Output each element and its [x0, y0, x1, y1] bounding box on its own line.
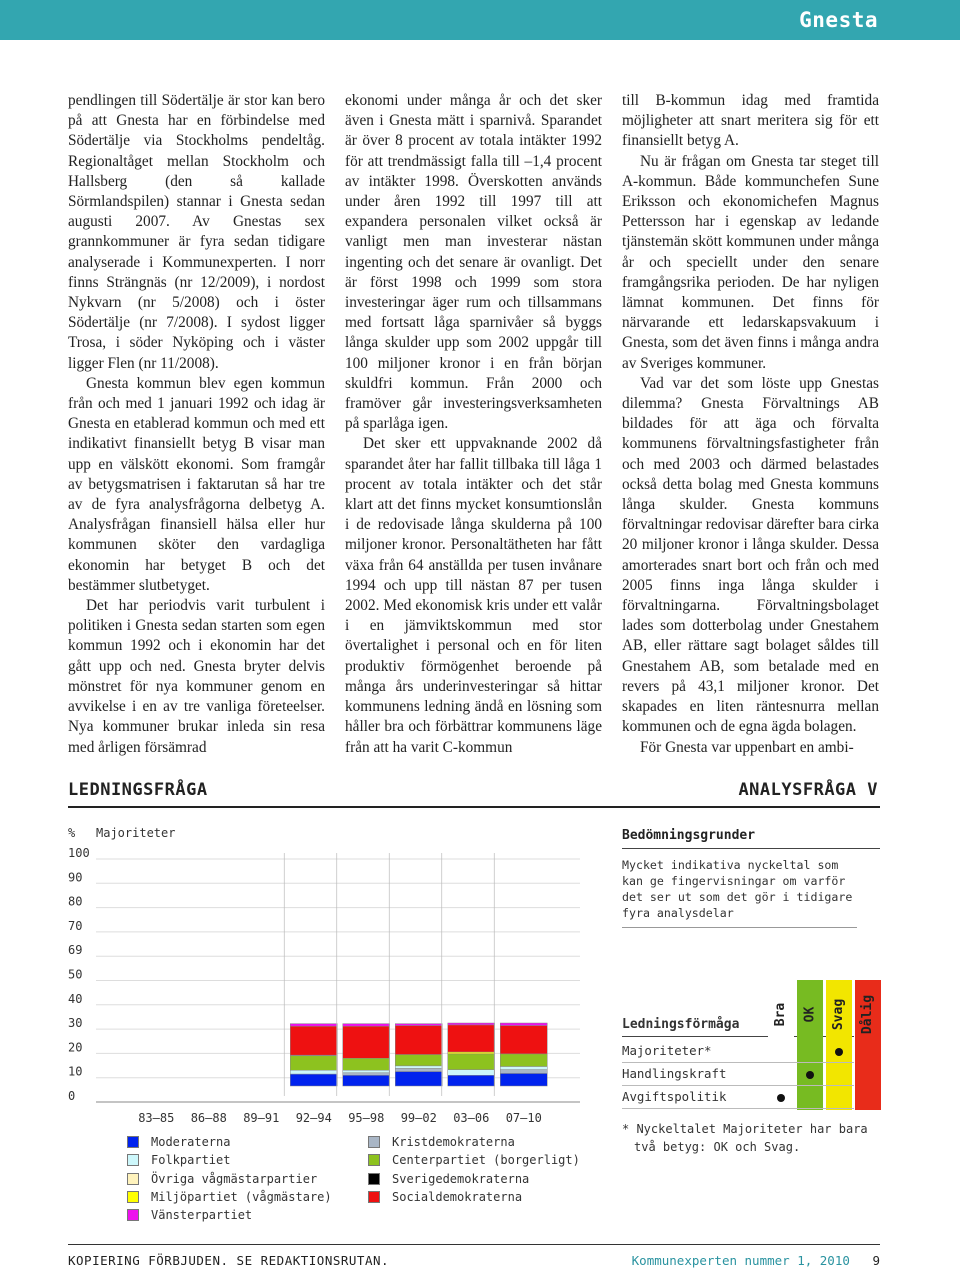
- y-tick-label: 70: [68, 918, 83, 933]
- legend-swatch: [127, 1173, 139, 1185]
- bar-segment-vänsterpartiet: [290, 1024, 337, 1027]
- paragraph: För Gnesta var uppenbart en ambi-: [640, 738, 854, 756]
- y-tick-label: 69: [68, 943, 83, 958]
- grade-row-label: Handlingskraft: [622, 1066, 727, 1081]
- bedomningsgrunder-box: [622, 828, 880, 928]
- section-divider: [68, 806, 880, 808]
- paragraph: Nu är frågan om Gnesta tar steget till A-kommun. Både kommunchefen Sune Eriksson och ekonomichefen Magnus Pettersson har i egenskap av ledande tjänstemän skött kommunen under många år och speciellt under den senare framgångsrika perioden. De har nyligen lämnat kommunen. Det finns för närvarande ett ledarskapsvakuum i Gnesta, som det även finns i många andra av Sveriges kommuner.: [622, 152, 879, 372]
- y-tick-label: 90: [68, 870, 83, 885]
- legend-item: [368, 1170, 580, 1188]
- chart-legend-right: [368, 1133, 580, 1206]
- legend-swatch: [127, 1209, 139, 1221]
- chart-title: Majoriteter: [96, 826, 176, 840]
- grade-row-label: Majoriteter*: [622, 1043, 712, 1058]
- x-tick-label: 86–88: [190, 1111, 227, 1125]
- bar-segment-vänsterpartiet: [395, 1024, 442, 1026]
- legend-swatch: [127, 1136, 139, 1148]
- legend-item: [127, 1133, 332, 1151]
- bar-segment-centerpartiet-borgerligt-: [343, 1058, 390, 1070]
- bar-segment-socialdemokraterna: [290, 1026, 337, 1055]
- footnote: * Nyckeltalet Majoriteter har bara två betyg: OK och Svag.: [622, 1122, 868, 1154]
- y-axis-label: %: [68, 826, 76, 840]
- footer-publication: [632, 1253, 880, 1268]
- bar-segment-socialdemokraterna: [395, 1026, 442, 1055]
- legend-label: Folkpartiet: [151, 1153, 231, 1168]
- grade-row: [622, 1040, 854, 1063]
- majoriteter-chart: [60, 820, 590, 1130]
- page-title: Gnesta: [799, 8, 878, 32]
- grade-marker: [777, 1094, 785, 1102]
- bar-segment-folkpartiet: [290, 1070, 337, 1074]
- legend-label: Vänsterpartiet: [151, 1208, 253, 1223]
- legend-item: [127, 1206, 332, 1224]
- paragraph: Gnesta kommun blev egen kommun från och med 1 januari 1992 och idag är Gnesta en etablerad kommun och med ett indikativt finansiellt betyg B visar man upp en välskött ekonomi. Som framgår av betygsmatrisen i faktarutan så har tre av de fyra analysfrågorna delbetyg A. Analysfrågan finansiell hälsa eller hur kommunen sköter den vardagliga ekonomin har betyget B och det bestämmer slutbetyget.: [68, 374, 325, 594]
- x-tick-label: 95–98: [348, 1111, 385, 1125]
- legend-item: [368, 1133, 580, 1151]
- paragraph: till B-kommun idag med framtida möjligheter att snart meritera sig för ett finansiellt betyg A.: [622, 92, 879, 150]
- y-tick-label: 0: [68, 1089, 76, 1103]
- section-heading-analysfraga: ANALYSFRÅGA V: [738, 780, 878, 800]
- bar-segment-folkpartiet: [395, 1066, 442, 1069]
- y-tick-label: 80: [68, 894, 83, 909]
- x-tick-label: 83–85: [138, 1111, 175, 1125]
- y-tick-label: 40: [68, 991, 83, 1006]
- grade-row-label: Avgiftspolitik: [622, 1089, 727, 1104]
- x-tick-label: 99–02: [400, 1111, 437, 1125]
- y-tick-label: 100: [68, 846, 90, 860]
- grade-marker: [806, 1071, 814, 1079]
- legend-swatch: [368, 1154, 380, 1166]
- text-column-1: [68, 91, 325, 758]
- bar-segment-vänsterpartiet: [500, 1023, 547, 1026]
- bar-segment-kristdemokraterna: [343, 1073, 390, 1076]
- legend-item: [127, 1151, 332, 1169]
- legend-swatch: [127, 1191, 139, 1203]
- paragraph: Det har periodvis varit turbulent i politiken i Gnesta sedan starten som egen kommun 1992 och i ekonomin har det gått upp och ned. Gnesta bryter delvis mönstret för nya kommuner genom en avvikelse i en av tre vanliga företeelser. Nya kommuner brukar inleda sin resa med årligen försämrad: [68, 597, 325, 756]
- bar-segment-kristdemokraterna: [395, 1068, 442, 1071]
- bar-segment-vänsterpartiet: [343, 1024, 390, 1027]
- legend-swatch: [127, 1154, 139, 1166]
- section-heading-ledningsfraga: LEDNINGSFRÅGA: [68, 780, 208, 800]
- x-tick-label: 07–10: [505, 1111, 542, 1125]
- bar-segment-moderaterna: [500, 1073, 547, 1086]
- legend-label: Övriga vågmästarpartier: [151, 1171, 318, 1186]
- bar-segment-kristdemokraterna: [500, 1070, 547, 1074]
- text-column-2: [345, 91, 602, 758]
- legend-label: Sverigedemokraterna: [392, 1171, 530, 1186]
- footer-issue: Kommunexperten nummer 1, 2010: [631, 1253, 850, 1268]
- bar-segment-socialdemokraterna: [500, 1026, 547, 1054]
- chart-legend-left: [127, 1133, 332, 1224]
- footer-divider: [68, 1244, 880, 1245]
- bar-segment-moderaterna: [448, 1075, 495, 1086]
- y-tick-label: 10: [68, 1064, 83, 1079]
- bar-segment-centerpartiet-borgerligt-: [448, 1054, 495, 1070]
- bar-segment-folkpartiet: [343, 1070, 390, 1073]
- grade-column-dålig: [855, 980, 881, 1110]
- grade-header-label: OK: [802, 1006, 818, 1022]
- bar-segment-moderaterna: [290, 1074, 337, 1086]
- legend-item: [127, 1170, 332, 1188]
- paragraph: Det sker ett uppvaknande 2002 då sparandet åter har fallit tillbaka till låga 1 procent av totala intäkter och det står klart att det finns mycket konsumtionslån i de redovisade långa skulderna på 100 miljoner kronor. Personaltätheten har fått växa från 64 anställda per tusen invånare 1994 och upp till nästan 87 per tusen 2002. Med ekonomisk kris under ett valår i en jämviktskommun med stor övertalighet i personal och en för liten produktiv förmögenhet beroende på många års underinvesteringar så hittar kommunens ledning ändå en lösning som håller bra och förbättrar kommunens läge från att ha varit C-kommun: [345, 435, 602, 756]
- bar-segment-socialdemokraterna: [343, 1026, 390, 1058]
- y-tick-label: 30: [68, 1016, 83, 1031]
- paragraph: pendlingen till Södertälje är stor kan bero på att Gnesta har en förbindelse med Södertälje via Stockholms pendeltåg. Regionaltåget mellan Stockholm och Hallsberg (den så kallade Sörmlandspilen) stannar i Gnesta sedan augusti 2007. Av Gnestas sex grannkommuner är fyra sedan tidigare analyserade i Kommunexperten. I norr finns Strängnäs (nr 12/2009), i nordost Nykvarn (nr 5/2008) och i öster Södertälje (nr 7/2008). I sydost ligger Trosa, i söder Nyköping och i väster ligger Flen (nr 11/2008).: [68, 92, 325, 372]
- x-tick-label: 92–94: [295, 1111, 332, 1125]
- bedomningsgrunder-text: Mycket indikativa nyckeltal som kan ge fingervisningar om varför det ser ut som det gör i tidigare fyra analysdelar: [622, 857, 857, 928]
- bar-segment-moderaterna: [343, 1075, 390, 1086]
- page-number: 9: [872, 1253, 880, 1268]
- bar-segment-miljöpartiet-vågmästare-: [448, 1052, 495, 1054]
- grade-row: [622, 1086, 854, 1109]
- x-tick-label: 89–91: [243, 1111, 280, 1125]
- legend-label: Moderaterna: [151, 1135, 231, 1149]
- grade-table-title: Ledningsförmåga: [622, 1014, 854, 1037]
- legend-label: Kristdemokraterna: [392, 1135, 515, 1149]
- legend-label: Miljöpartiet (vågmästare): [151, 1189, 332, 1204]
- bar-segment-socialdemokraterna: [448, 1025, 495, 1052]
- legend-item: [368, 1188, 580, 1206]
- legend-label: Centerpartiet (borgerligt): [392, 1153, 580, 1168]
- footer-copyright: KOPIERING FÖRBJUDEN. SE REDAKTIONSRUTAN.: [68, 1253, 390, 1268]
- legend-item: [127, 1188, 332, 1206]
- bar-segment-folkpartiet: [448, 1070, 495, 1076]
- legend-item: [368, 1151, 580, 1169]
- x-tick-label: 03–06: [453, 1111, 490, 1125]
- legend-label: Socialdemokraterna: [392, 1189, 523, 1204]
- paragraph: Vad var det som löste upp Gnestas dilemma? Gnesta Förvaltnings AB bildades för att äga och förvalta kommunens förvaltningsfastigheter från och med 2003 och därmed belastades också detta bolag med Gnesta kommuns långa skulder. Gnesta kommuns förvaltningar redovisar därefter bara cirka 20 miljoner kronor i långa skulder. Dessa amorterades snart bort och från och med 2005 finns inga långa skulder i förvaltningarna. Förvaltningsbolaget lades som dotterbolag under Gnestahem AB, eller rättare sagt bolaget såldes till Gnestahem AB, som betalade med en revers på 43,1 miljoner kronor. Det skapades en liten räntesnurra mellan kommunen och de egna ägda bolagen.: [622, 374, 879, 736]
- grade-row: [622, 1063, 854, 1086]
- grade-header-label: Bra: [773, 1002, 789, 1026]
- grade-marker: [835, 1048, 843, 1056]
- grade-header-label: Svag: [831, 998, 847, 1030]
- bar-segment-centerpartiet-borgerligt-: [395, 1055, 442, 1066]
- legend-swatch: [368, 1173, 380, 1185]
- legend-swatch: [368, 1136, 380, 1148]
- legend-swatch: [368, 1191, 380, 1203]
- bar-segment-vänsterpartiet: [448, 1023, 495, 1025]
- grade-header-label: Dålig: [860, 994, 876, 1034]
- y-tick-label: 50: [68, 967, 83, 982]
- bar-segment-centerpartiet-borgerligt-: [500, 1054, 547, 1067]
- text-column-3: [622, 91, 879, 758]
- y-tick-label: 20: [68, 1040, 83, 1055]
- bedomningsgrunder-title: Bedömningsgrunder: [622, 828, 880, 849]
- bar-segment-centerpartiet-borgerligt-: [290, 1056, 337, 1070]
- bar-segment-folkpartiet: [500, 1066, 547, 1069]
- paragraph: ekonomi under många år och det sker även i Gnesta mätt i sparnivå. Sparandet är över 8 procent av totala intäkter 1992 för att trendmässigt falla till –1,4 procent av intäkter 1998. Överskotten används under åren 1992 till 1997 till att expandera personalen vilket också är vanligt men man investerar nästan ingenting och det senare är ovanligt. Det är först 1998 och 1999 som stora investeringar äger rum och tillsammans med fortsatt låga sparnivåer så byggs långa skulder upp som 2002 uppgår till 100 miljoner kronor i en från början skuldfri kommun. Från 2000 och framöver går investeringsverksamheten på sparlåga igen.: [345, 92, 602, 433]
- bar-segment-moderaterna: [395, 1072, 442, 1086]
